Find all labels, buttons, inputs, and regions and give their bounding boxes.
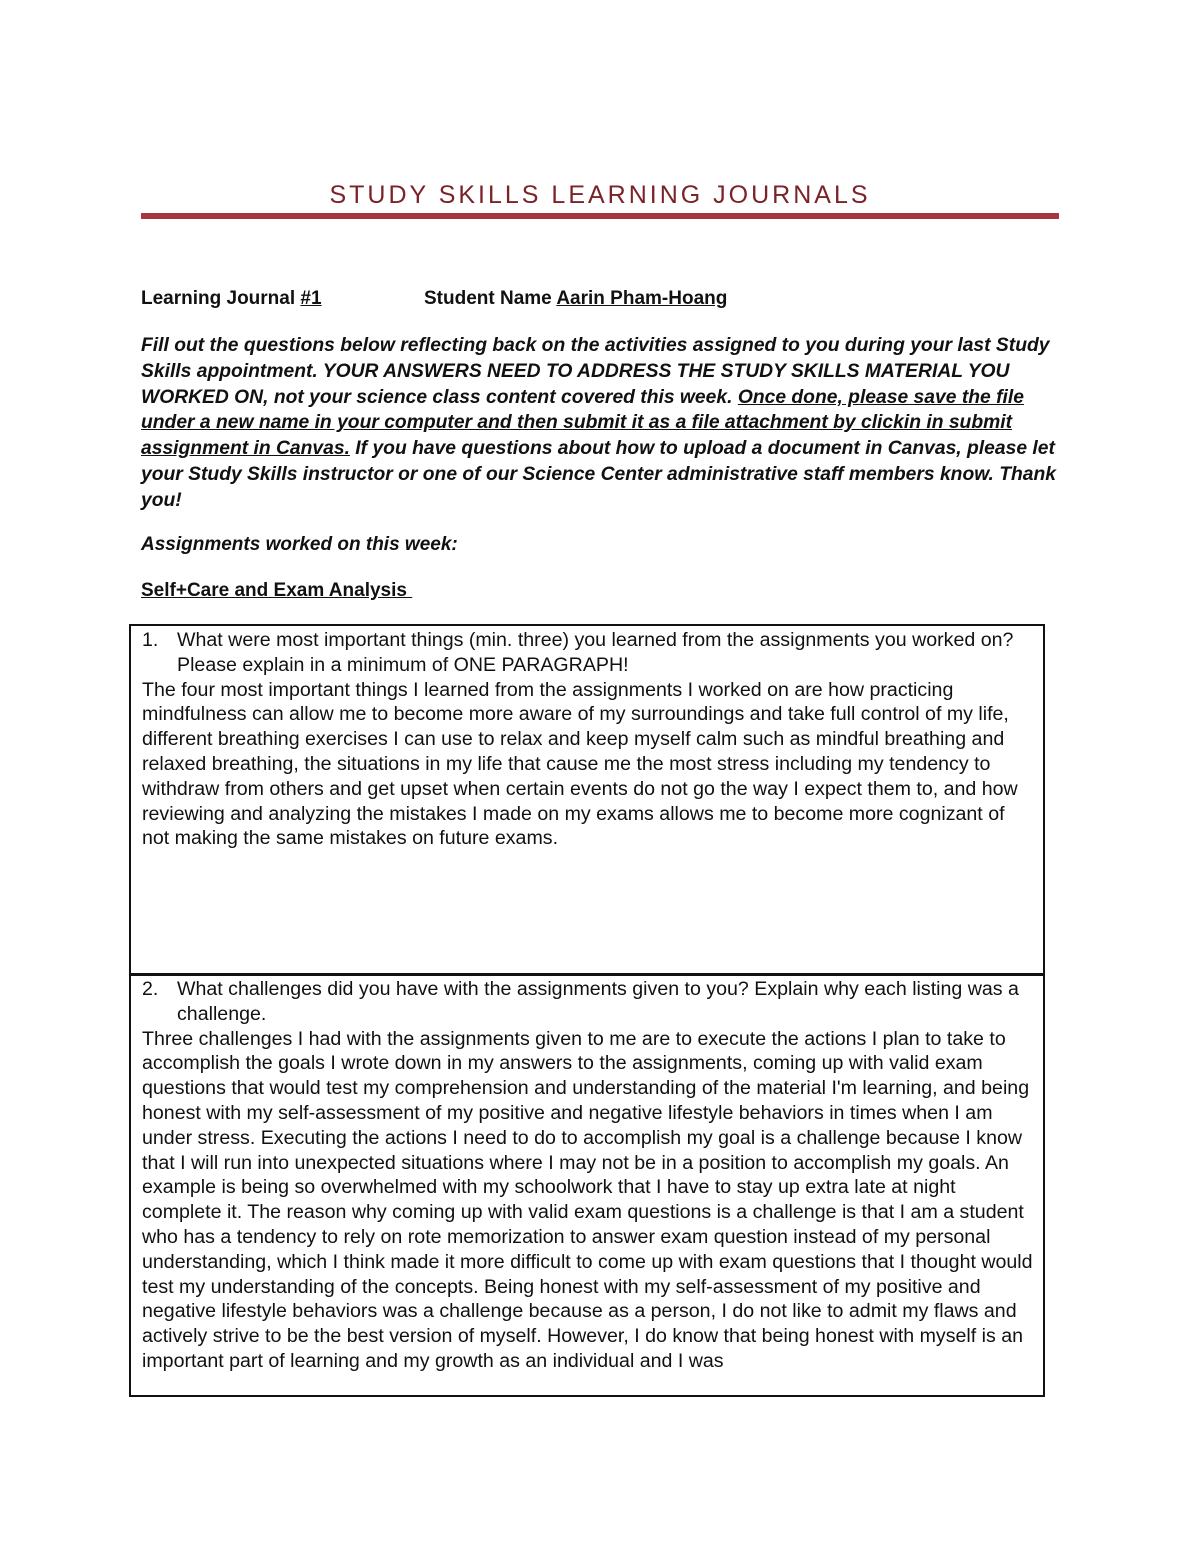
journal-label: Learning Journal [141,288,301,309]
question-box-1[interactable] [129,624,1045,976]
journal-meta-row [141,288,728,310]
student-field [424,288,727,310]
assignments-heading: Assignments worked on this week: [141,534,458,555]
instructions-part3: If you have questions about how to upload a document in Canvas, please let your Study Skills instructor or one of our Science Center administrative staff members know. Thank you! [141,438,1057,511]
student-name: Aarin Pham-Hoang [556,288,728,309]
answer-text[interactable]: The four most important things I learned from the assignments I worked on are how practicing mindfulness can allow me to become more aware of my surroundings and take full control of my life, different breathing exercises I can use to relax and keep myself calm such as mindful breathing and relaxed breathing, the situations in my life that cause me the most stress including my tendency to withdraw from others and get upset when certain events do not go the way I expect them to, and how reviewing and analyzing the mistakes I made on my exams allows me to become more cognizant of not making the same mistakes on future exams. [142,678,1018,850]
question-prompt: What were most important things (min. three) you learned from the assignments you worked on? Please explain in a minimum of ONE PARAGRAPH! [177,629,1014,676]
student-label: Student Name [424,288,557,309]
question-number: 1. [142,629,159,651]
question-box-2[interactable] [129,973,1045,1397]
answer-text[interactable]: Three challenges I had with the assignments given to me are to execute the actions I plan to take to accomplish the goals I wrote down in my answers to the assignments, coming up with valid exam questions that would test my comprehension and understanding of the material I'm learning, and being honest with my self-assessment of my positive and negative lifestyle behaviors in times when I am under stress. Executing the actions I need to do to accomplish my goal is a challenge because I know that I will run into unexpected situations where I may not be in a position to accomplish my goals. An example is being so overwhelmed with my schoolwork that I have to stay up extra late at night complete it. The reason why coming up with valid exam questions is a challenge is that I am a student who has a tendency to rely on rote memorization to answer exam question instead of my personal understanding, which I think made it more difficult to come up with exam questions that I thought would test my understanding of the concepts. Being honest with my self-assessment of my positive and negative lifestyle behaviors was a challenge because as a person, I do not like to admit my flaws and actively strive to be the best version of myself. However, I do know that being honest with myself is an important part of learning and my growth as an individual and I was [142,1027,1033,1372]
title-divider [141,213,1059,219]
question-prompt-row [142,628,1033,678]
journal-number: #1 [300,288,322,309]
instructions-part1: Fill out the questions below reflecting back on the activities assigned to you during your last Study Skills appointment. YOUR ANSWERS NEED TO ADDRESS THE STUDY SKILLS MATERIAL YOU WORKED ON, not your science class content covered this week. [141,335,1050,408]
question-prompt-row [142,977,1033,1027]
document-title: STUDY SKILLS LEARNING JOURNALS [329,181,871,209]
assignment-name: Self+Care and Exam Analysis [141,580,413,601]
question-prompt: What challenges did you have with the assignments given to you? Explain why each listing was a challenge. [177,978,1019,1025]
instructions-submit-note: Once done, please save the file under a new name in your computer and then submit it as a file attachment by clickin in submit assignment in Canvas. [141,386,1024,460]
question-number: 2. [142,978,159,1000]
instructions-paragraph [141,333,1061,514]
